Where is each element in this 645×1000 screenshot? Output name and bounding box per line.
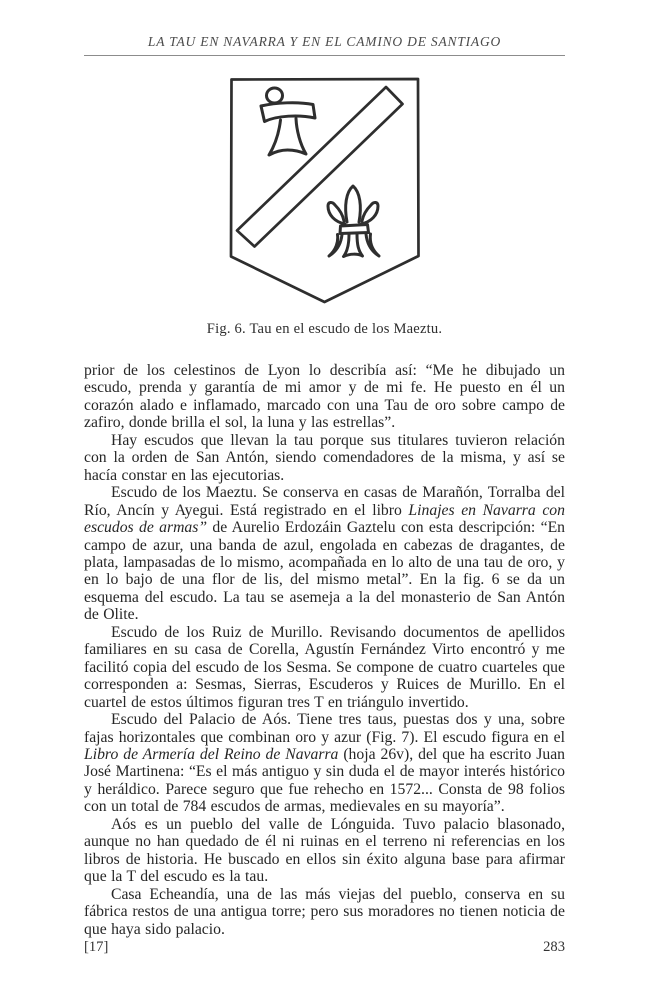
paragraph: Hay escudos que llevan la tau porque sus titulares tuvieron relación con la orden de San Antón, siendo comendadores de la misma, y así se hacía constar en las ejecutorias. — [84, 431, 565, 484]
paragraph: Escudo del Palacio de Aós. Tiene tres taus, puestas dos y una, sobre fajas horizontales que combinan oro y azur (Fig. 7). El escudo figura en el Libro de Armería del Reino de Navarra (hoja 26v), del que ha escrito Juan José Martinena: “Es el más antiguo y sin duda el de mayor interés histórico y heráldico. Parece seguro que fue rehecho en 1572... Consta de 98 folios con un total de 784 escudos de armas, medievales en su mayoría”. — [84, 711, 565, 816]
tau-escudo-illustration — [228, 76, 422, 306]
figure-caption: Fig. 6. Tau en el escudo de los Maeztu. — [206, 321, 443, 337]
paragraph: Escudo de los Maeztu. Se conserva en casas de Marañón, Torralba del Río, Ancín y Ayegui. Está registrado en el libro Linajes en Navarra con escudos de armas” de Aurelio Erdozáin Gaztelu con esta descripción: “En campo de azur, una banda de azul, engolada en cabezas de dragantes, de plata, lampasadas de lo mismo, acompañada en lo alto de una tau de oro, y en lo bajo de una flor de lis, del mismo metal”. En la fig. 6 se da un esquema del escudo. La tau se asemeja a la del monasterio de San Antón de Olite. — [84, 484, 565, 624]
folio-bracket-number: [17] — [84, 939, 109, 955]
paragraph: prior de los celestinos de Lyon lo describía así: “Me he dibujado un escudo, prenda y garantía de mi amor y de mi fe. He puesto en él un corazón alado e inflamado, marcado con una Tau de oro sobre campo de zafiro, donde brilla el sol, la luna y las estrellas”. — [84, 362, 565, 432]
body-text — [84, 362, 565, 938]
paragraph: Aós es un pueblo del valle de Lónguida. Tuvo palacio blasonado, aunque no han quedado de él ni ruinas en el terreno ni referencias en los libros de historia. He buscado en ellos sin éxito alguna base para afirmar que la T del escudo es la tau. — [84, 815, 565, 886]
fleur-de-lis-icon — [328, 186, 379, 257]
tau-cross-icon — [261, 88, 315, 155]
figure-block — [84, 76, 565, 338]
paragraph: Escudo de los Ruiz de Murillo. Revisando documentos de apellidos familiares en su casa de Corella, Agustín Fernández Virto encontró y me facilitó copia del escudo de los Sesma. Se compone de cuatro cuarteles que corresponden a: Sesmas, Sierras, Escuderos y Ruices de Murillo. En el cuartel de estos últimos figuran tres T en triángulo invertido. — [84, 623, 565, 711]
book-title-italic: Libro de Armería del Reino de Navarra — [84, 745, 339, 763]
page-number: 283 — [543, 939, 565, 955]
book-title-italic: Linajes en Navarra con escudos de armas” — [84, 501, 565, 537]
paragraph: Casa Echeandía, una de las más viejas del pueblo, conserva en su fábrica restos de una antigua torre; pero sus moradores no tienen noticia de que haya sido palacio. — [84, 885, 565, 938]
shield-outline-icon — [231, 79, 419, 302]
running-head: LA TAU EN NAVARRA Y EN EL CAMINO DE SANTIAGO — [84, 34, 565, 56]
page-footer — [84, 939, 565, 956]
